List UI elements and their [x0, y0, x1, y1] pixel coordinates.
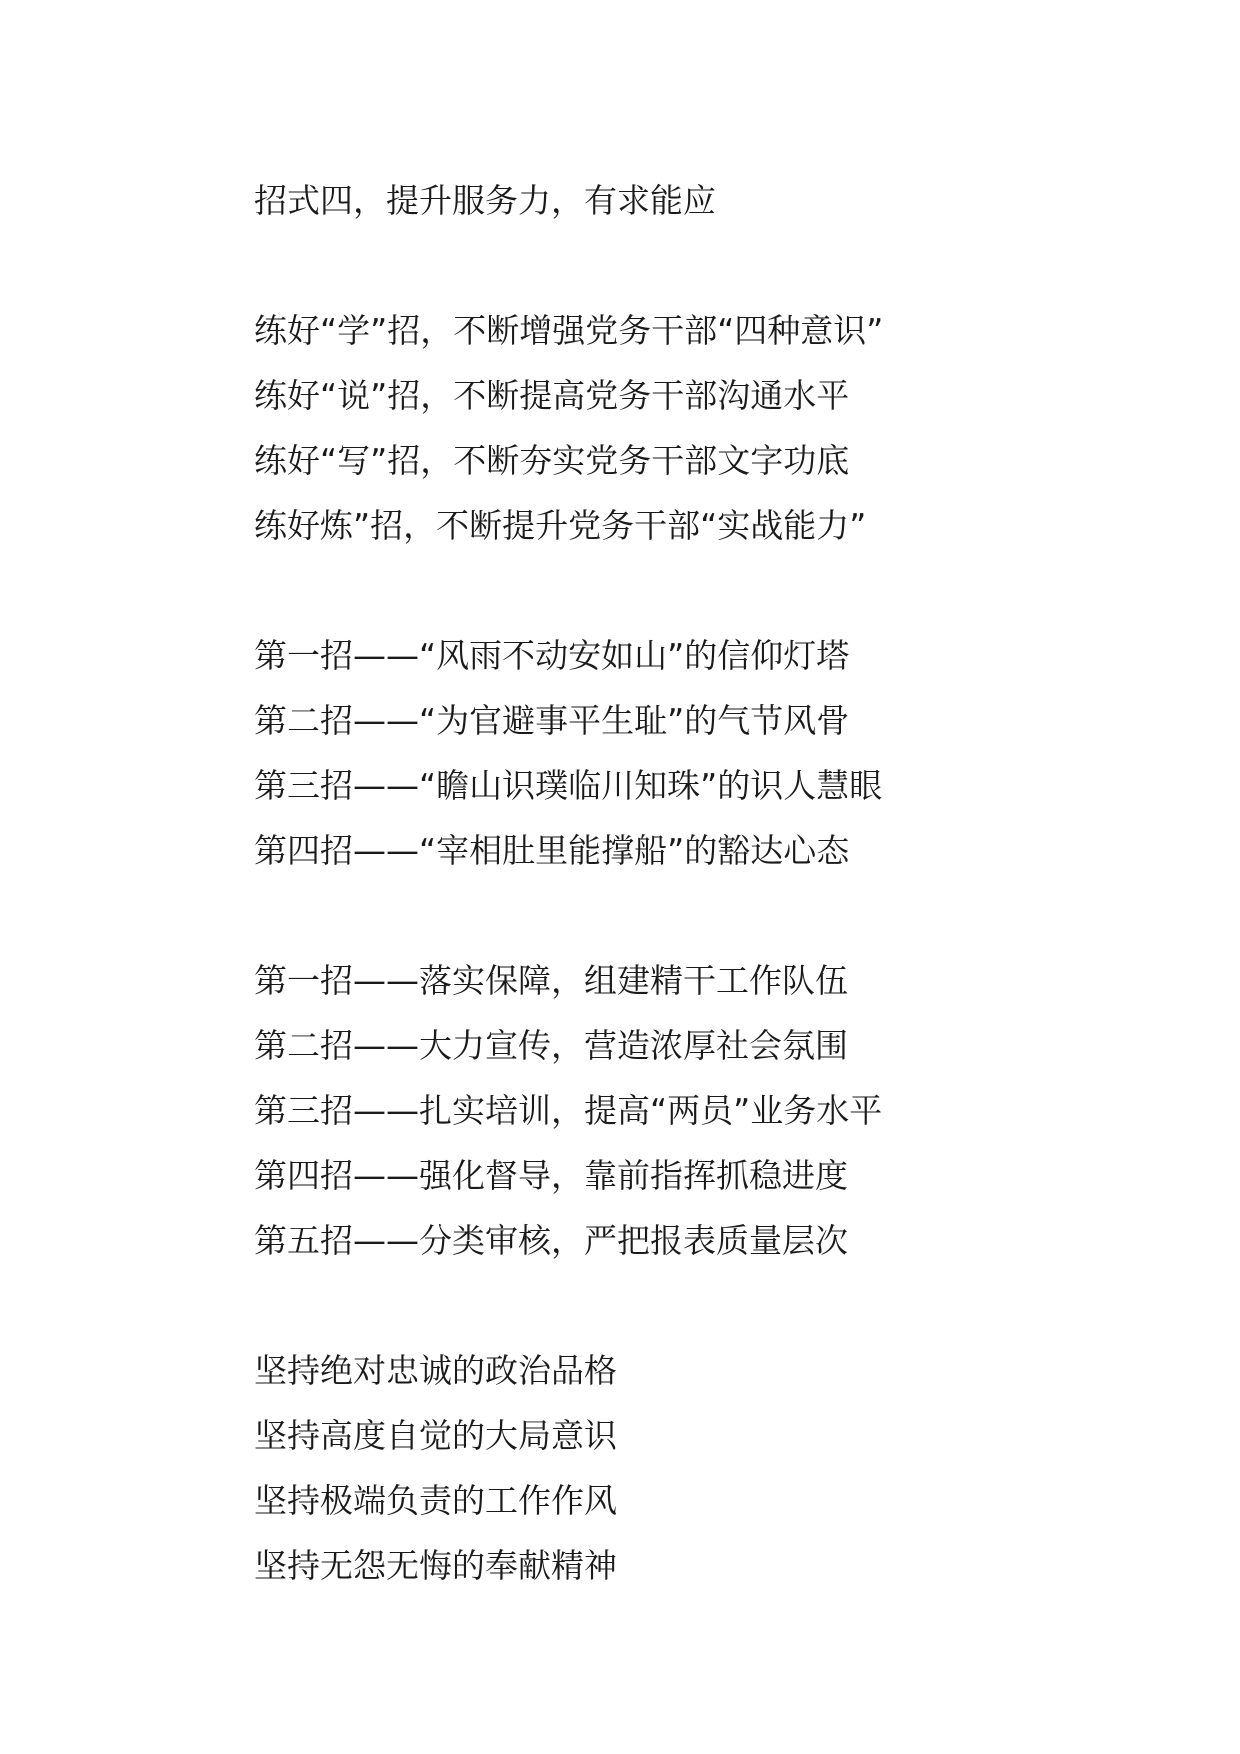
practice-line-4: 练好炼”招，不断提升党务干部“实战能力”: [254, 506, 867, 545]
work-line-4: 第四招——强化督导，靠前指挥抓稳进度: [254, 1156, 848, 1195]
practice-line-1: 练好“学”招，不断增强党务干部“四种意识”: [254, 311, 884, 350]
persist-line-2: 坚持高度自觉的大局意识: [254, 1416, 617, 1455]
work-line-2: 第二招——大力宣传，营造浓厚社会氛围: [254, 1026, 848, 1065]
moves-virtue-block: [254, 623, 1154, 883]
virtue-line-1: 第一招——“风雨不动安如山”的信仰灯塔: [254, 636, 850, 675]
work-line-3: 第三招——扎实培训，提高“两员”业务水平: [254, 1091, 883, 1130]
persist-line-4: 坚持无怨无悔的奉献精神: [254, 1546, 617, 1585]
document-page: [254, 168, 1154, 1598]
virtue-line-2: 第二招——“为官避事平生耻”的气节风骨: [254, 701, 850, 740]
heading-line: 招式四，提升服务力，有求能应: [254, 181, 716, 220]
heading-block: [254, 168, 1154, 233]
persist-line-1: 坚持绝对忠诚的政治品格: [254, 1351, 617, 1390]
practice-line-2: 练好“说”招，不断提高党务干部沟通水平: [254, 376, 850, 415]
virtue-line-3: 第三招——“瞻山识璞临川知珠”的识人慧眼: [254, 766, 883, 805]
practice-line-3: 练好“写”招，不断夯实党务干部文字功底: [254, 441, 850, 480]
persistence-block: [254, 1338, 1154, 1598]
virtue-line-4: 第四招——“宰相肚里能撑船”的豁达心态: [254, 831, 850, 870]
practice-list-block: [254, 298, 1154, 558]
work-line-1: 第一招——落实保障，组建精干工作队伍: [254, 961, 848, 1000]
moves-work-block: [254, 948, 1154, 1273]
persist-line-3: 坚持极端负责的工作作风: [254, 1481, 617, 1520]
work-line-5: 第五招——分类审核，严把报表质量层次: [254, 1221, 848, 1260]
